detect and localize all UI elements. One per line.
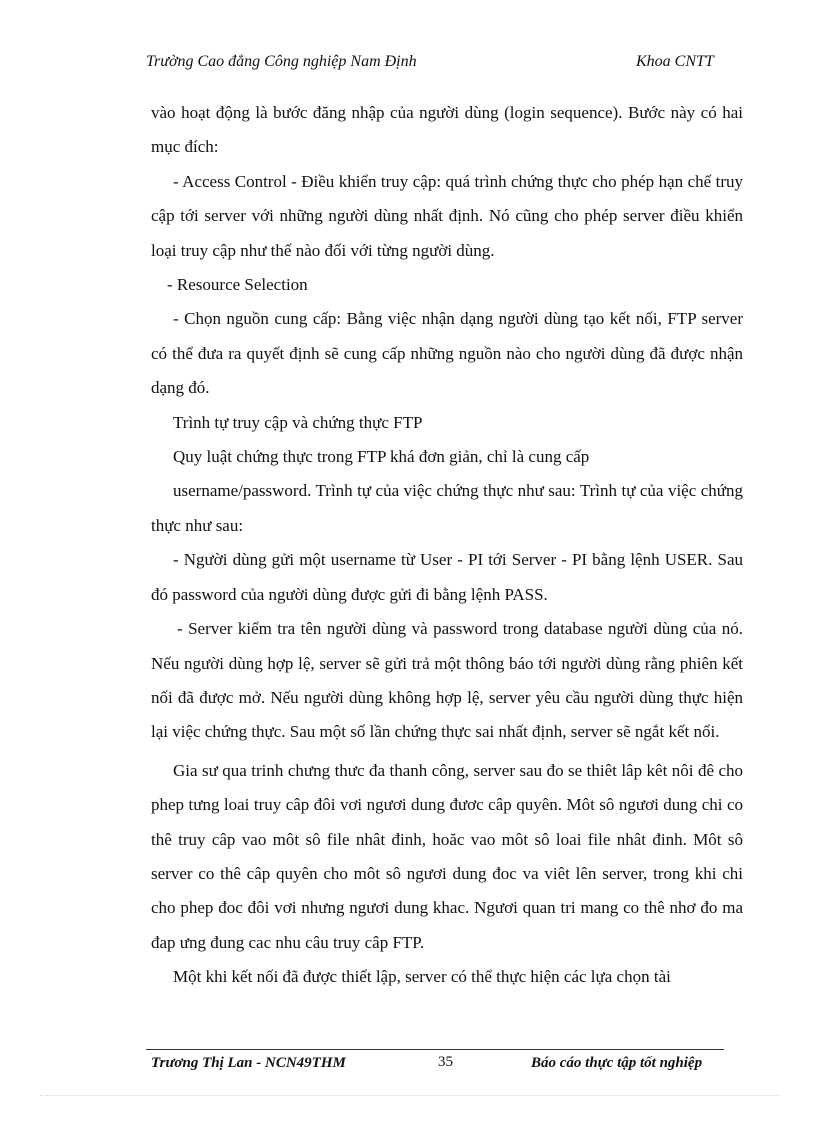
footer-report-title: Báo cáo thực tập tốt nghiệp — [531, 1055, 703, 1071]
paragraph-connection-established: Một khi kết nối đã được thiết lập, server có thể thực hiện các lựa chọn tài — [173, 967, 671, 987]
header-department: Khoa CNTT — [636, 53, 714, 70]
footer-author: Trương Thị Lan - NCN49THM — [151, 1055, 346, 1071]
paragraph-login-sequence: vào hoạt động là bước đăng nhập của người dùng (login sequence). Bước này có hai mục đích: — [151, 103, 743, 157]
paragraph-access-rights: Gia sư qua trinh chưng thưc đa thanh công, server sau đo se thiêt lâp kêt nôi đê cho phep tưng loai truy câp đôi vơi ngươi dung đươc câp quyên. Môt sô ngươi dung chi co thê truy câp vao môt sô file nhât đinh, hoăc vao môt sô loai file nhât đinh. Môt sô server co thê câp quyên cho môt sô ngươi dung đoc va viêt lên server, trong khi chi cho phep đoc đôi vơi nhưng ngươi dung khac. Ngươi quan tri mang co thê nhơ đo ma đap ưng đung cac nhu câu truy câp FTP. — [151, 760, 743, 952]
paragraph-ftp-auth-heading: Trình tự truy cập và chứng thực FTP — [173, 412, 423, 432]
paragraph-source-selection: - Chọn nguồn cung cấp: Bằng việc nhận dạng người dùng tạo kết nối, FTP server có thể đưa ra quyết định sẽ cung cấp những nguồn nào cho người dùng đã được nhận dạng đó. — [151, 309, 743, 398]
header-school-name: Trường Cao đẳng Công nghiệp Nam Định — [146, 53, 417, 70]
paragraph-auth-rule: Quy luật chứng thực trong FTP khá đơn giản, chỉ là cung cấp — [173, 447, 590, 467]
paragraph-resource-selection: - Resource Selection — [167, 275, 308, 295]
paragraph-server-check: - Server kiểm tra tên người dùng và password trong database người dùng của nó. Nếu người dùng hợp lệ, server sẽ gửi trả một thông báo tới người dùng rằng phiên kết nối đã được mở. Nếu người dùng không hợp lệ, server yêu cầu người dùng thực hiện lại việc chứng thực. Sau một số lần chứng thực sai nhất định, server sẽ ngắt kết nối. — [151, 619, 743, 742]
page-body — [151, 96, 743, 995]
paragraph-auth-sequence: username/password. Trình tự của việc chứng thực như sau: Trình tự của việc chứng thực như sau: — [151, 481, 743, 535]
page-number: 35 — [438, 1054, 453, 1070]
paragraph-user-command: - Người dùng gửi một username từ User - PI tới Server - PI bằng lệnh USER. Sau đó password của người dùng được gửi đi bằng lệnh PASS. — [151, 550, 743, 604]
page-bottom-border — [40, 1095, 780, 1096]
footer-divider — [146, 1049, 724, 1050]
paragraph-access-control: - Access Control - Điều khiển truy cập: quá trình chứng thực cho phép hạn chế truy cập tới server với những người dùng nhất định. Nó cũng cho phép server điều khiển loại truy cập như thế nào đối với từng người dùng. — [151, 171, 743, 260]
